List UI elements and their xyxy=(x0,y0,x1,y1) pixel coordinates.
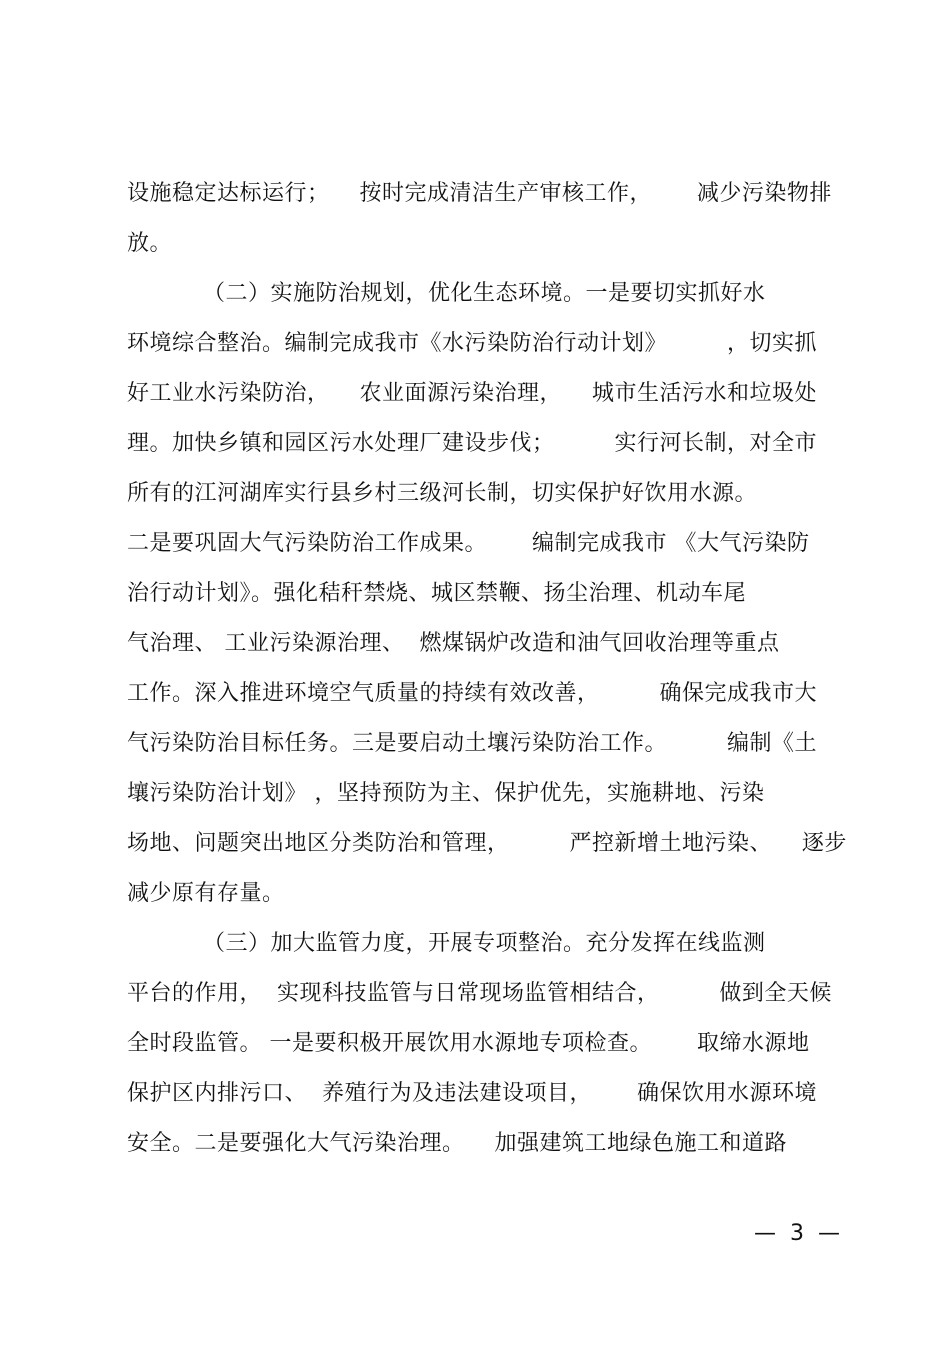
body-text-line: 二是要巩固大气污染防治工作成果。 编制完成我市 《大气污染防 xyxy=(127,531,810,556)
body-text-line: 平台的作用， 实现科技监管与日常现场监管相结合， 做到全天候 xyxy=(127,981,832,1006)
section-heading-line: （三）加大监管力度，开展专项整治。充分发挥在线监测 xyxy=(203,931,766,956)
body-text-line: 保护区内排污口、 养殖行为及违法建设项目， 确保饮用水源环境 xyxy=(127,1081,817,1106)
section-heading-line: （二）实施防治规划，优化生态环境。一是要切实抓好水 xyxy=(203,281,766,306)
body-text-line: 壤污染防治计划》 ，坚持预防为主、保护优先，实施耕地、污染 xyxy=(127,781,765,806)
body-text-line: 环境综合整治。编制完成我市《水污染防治行动计划》 ，切实抓 xyxy=(127,331,817,356)
body-text-line: 全时段监管。 一是要积极开展饮用水源地专项检查。 取缔水源地 xyxy=(127,1031,810,1056)
body-text-line: 设施稳定达标运行； 按时完成清洁生产审核工作， 减少污染物排 xyxy=(127,181,832,206)
body-text-line: 气污染防治目标任务。三是要启动土壤污染防治工作。 编制《土 xyxy=(127,731,817,756)
body-text-line: 所有的江河湖库实行县乡村三级河长制，切实保护好饮用水源。 xyxy=(127,481,758,506)
body-text-line: 气治理、 工业污染源治理、 燃煤锅炉改造和油气回收治理等重点 xyxy=(127,631,780,656)
body-text-line: 场地、问题突出地区分类防治和管理， 严控新增土地污染、 逐步 xyxy=(127,831,847,856)
body-text-line: 治行动计划》。强化秸秆禁烧、城区禁鞭、扬尘治理、机动车尾 xyxy=(127,581,747,606)
body-text-line: 理。加快乡镇和园区污水处理厂建设步伐； 实行河长制，对全市 xyxy=(127,431,817,456)
body-text-line: 放。 xyxy=(127,231,173,256)
body-text-line: 减少原有存量。 xyxy=(127,881,285,906)
body-text-line: 工作。深入推进环境空气质量的持续有效改善， 确保完成我市大 xyxy=(127,681,817,706)
page-number: — 3 — xyxy=(754,1221,840,1246)
body-text-line: 好工业水污染防治， 农业面源污染治理， 城市生活污水和垃圾处 xyxy=(127,381,817,406)
body-text-line: 安全。二是要强化大气污染治理。 加强建筑工地绿色施工和道路 xyxy=(127,1131,787,1156)
